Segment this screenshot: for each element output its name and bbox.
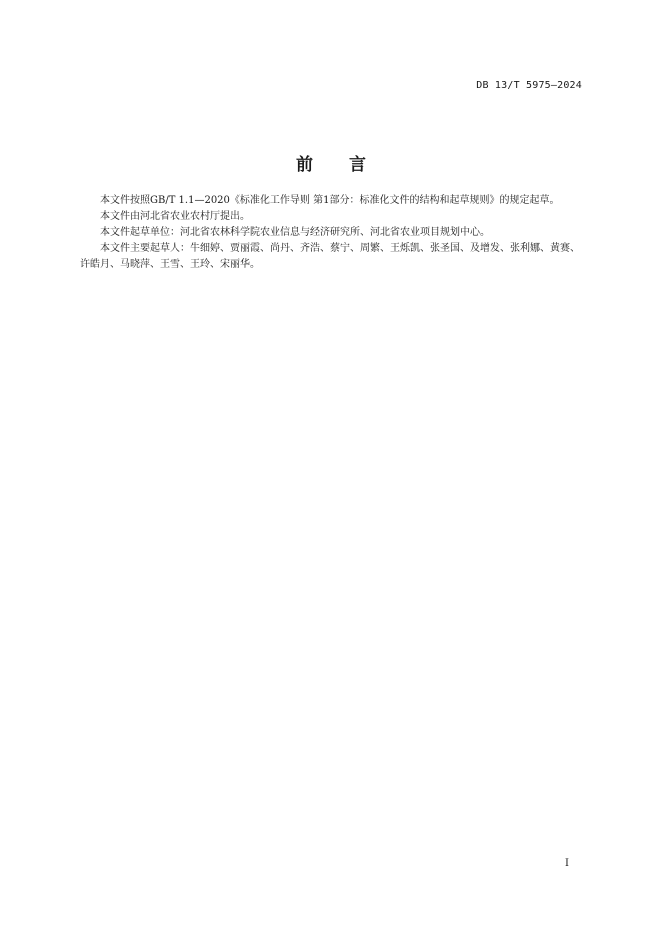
- title-char-1: 前: [296, 155, 313, 175]
- paragraph-drafting-units: 本文件起草单位：河北省农林科学院农业信息与经济研究所、河北省农业项目规划中心。: [100, 227, 490, 238]
- document-body: [80, 193, 580, 273]
- paragraph-proposer: 本文件由河北省农业农村厅提出。: [100, 211, 250, 222]
- paragraph-drafting-basis: 本文件按照GB/T 1.1—2020《标准化工作导则 第1部分：标准化文件的结构和起草规则》的规定起草。: [100, 195, 560, 206]
- page-number: I: [565, 858, 569, 869]
- title-char-2: 言: [349, 155, 366, 175]
- page-title: [0, 150, 662, 175]
- document-code: DB 13/T 5975—2024: [476, 80, 582, 91]
- paragraph-drafters: 本文件主要起草人：牛细婷、贾丽霞、尚丹、齐浩、蔡宁、周繁、王烁凯、张圣国、及增发、张利娜、黄赛、许皓月、马晓萍、王雪、王玲、宋丽华。: [80, 243, 580, 270]
